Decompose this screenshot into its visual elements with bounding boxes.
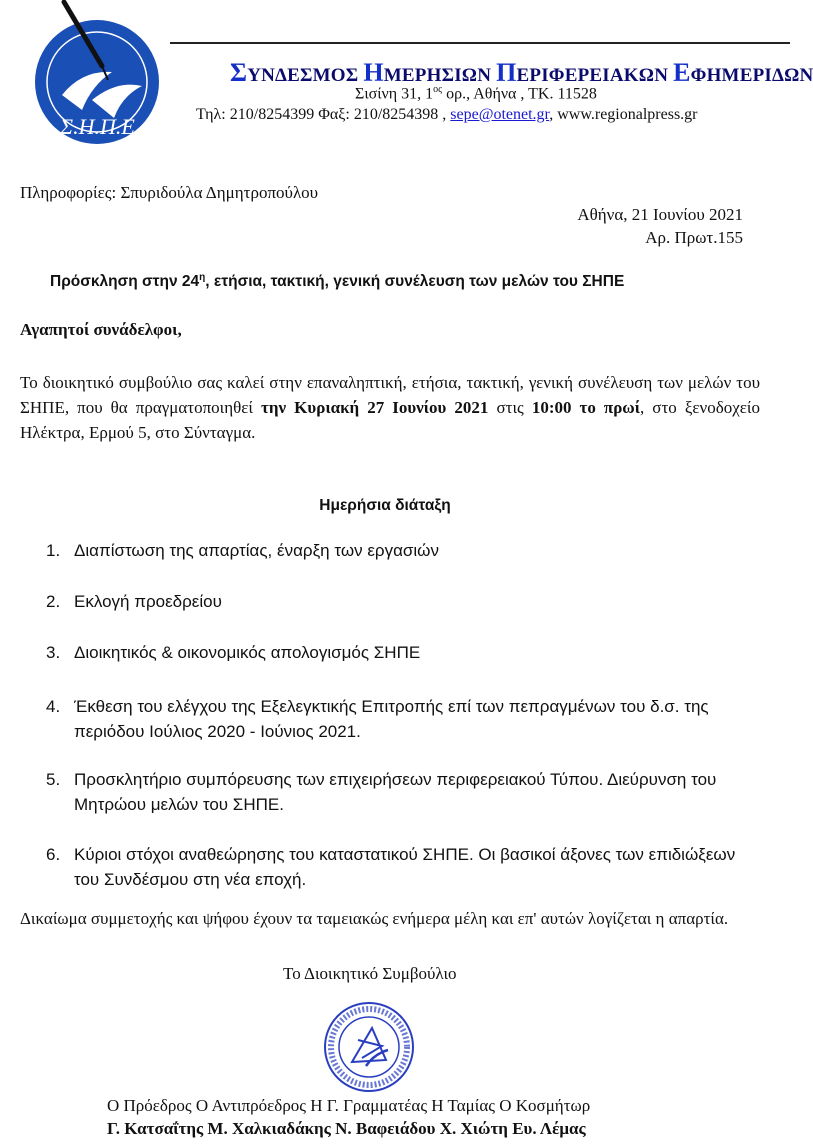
agenda-item: 3. Διοικητικός & οικονομικός απολογισμός ΣΗΠΕ xyxy=(46,643,421,662)
date-line: Αθήνα, 21 Ιουνίου 2021 xyxy=(577,205,743,224)
signatory-names: Γ. Κατσαΐτης Μ. Χαλκιαδάκης Ν. Βαφειάδου Χ. Χιώτη Ευ. Λέμας xyxy=(107,1119,586,1138)
reference-number: Αρ. Πρωτ.155 xyxy=(645,228,743,247)
agenda-item: 2. Εκλογή προεδρείου xyxy=(46,592,222,611)
invitation-body: Το διοικητικό συμβούλιο σας καλεί στην επαναληπτική, ετήσια, τακτική, γενική συνέλευση των μελών του ΣΗΠΕ, που θα πραγματοποιηθεί την Κυριακή 27 Ιουνίου 2021 στις 10:00 το πρωί, στο ξενοδοχείο Ηλέκτρα, Ερμού 5, στο Σύνταγμα. xyxy=(20,373,760,442)
svg-text:Σ.Η.Π.Ε: Σ.Η.Π.Ε xyxy=(60,114,135,139)
agenda-item: 5. Προσκλητήριο συμπόρευσης των επιχειρήσεων περιφερειακού Τύπου. Διεύρυνση του Μητρώου μελών του ΣΗΠΕ. xyxy=(46,770,717,814)
organization-address: Σισίνη 31, $1^{o\varsigma}$ ορ., Αθήνα , ΤΚ. 11528 xyxy=(355,84,597,103)
agenda-item: 6. Κύριοι στόχοι αναθεώρησης του καταστατικού ΣΗΠΕ. Οι βασικοί άξονες των επιδιώξεων του Συνδέσμου στη νέα εποχή. xyxy=(46,845,736,889)
agenda-title: Ημερήσια διάταξη xyxy=(319,497,451,514)
info-line: Πληροφορίες: Σπυριδούλα Δημητροπούλου xyxy=(20,183,319,202)
greeting: Αγαπητοί συνάδελφοι, xyxy=(20,320,182,339)
closing-note: Δικαίωμα συμμετοχής και ψήφου έχουν τα ταμειακώς ενήμερα μέλη και επ' αυτών λογίζεται η απαρτία. xyxy=(20,909,729,928)
organization-stamp xyxy=(322,1000,416,1094)
agenda-item: 1. Διαπίστωση της απαρτίας, έναρξη των εργασιών xyxy=(46,541,439,560)
organization-contact: Τηλ: 210/8254399 Φαξ: 210/8254398 , sepe@otenet.gr, www.regionalpress.gr xyxy=(196,106,698,123)
agenda-item: 4. Έκθεση του ελέγχου της Εξελεγκτικής Επιτροπής επί των πεπραγμένων του δ.σ. της περιόδου Ιούλιος 2020 - Ιούνιος 2021. xyxy=(46,697,709,741)
header-rule xyxy=(170,42,790,44)
email-link[interactable]: sepe@otenet.gr xyxy=(450,106,550,123)
invitation-title: Πρόσκληση στην $24^\eta$, ετήσια, τακτική, γενική συνέλευση των μελών του ΣΗΠΕ xyxy=(50,272,625,291)
organization-name: ΣΥΝΔΕΣΜΟΣ ΗΜΕΡΗΣΙΩΝ ΠΕΡΙΦΕΡΕΙΑΚΩΝ ΕΦΗΜΕΡΙΔΩΝ xyxy=(230,58,813,87)
organization-logo xyxy=(22,0,172,148)
signatory-roles: Ο Πρόεδρος Ο Αντιπρόεδρος Η Γ. Γραμματέας Η Ταμίας Ο Κοσμήτωρ xyxy=(107,1096,591,1115)
board-signature-label: Το Διοικητικό Συμβούλιο xyxy=(283,964,457,983)
